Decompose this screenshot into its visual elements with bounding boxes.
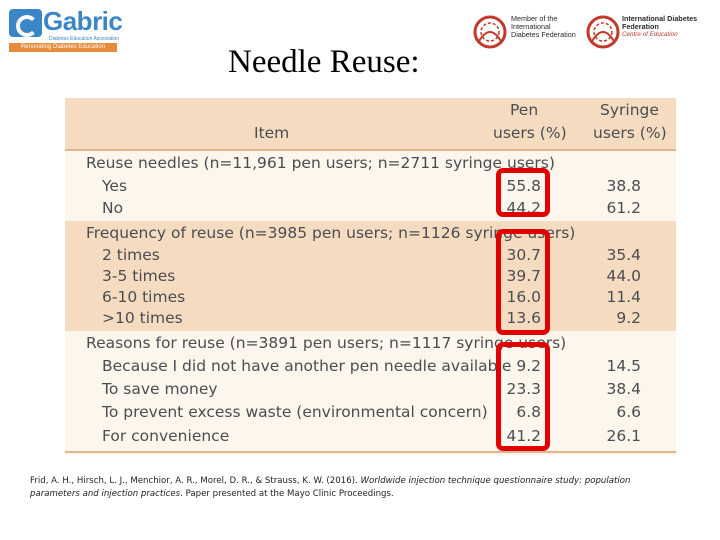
citation (30, 475, 680, 501)
row-label: 3-5 times (102, 267, 176, 285)
header-pen-line1: Pen (510, 101, 539, 119)
syringe-value: 26.1 (606, 427, 641, 445)
header-pen-line2: users (%) (493, 124, 567, 142)
row-label: No (102, 199, 124, 217)
syringe-value: 38.8 (606, 177, 641, 195)
header-syringe-line2: users (%) (593, 124, 667, 142)
section-reasons (65, 331, 676, 451)
row-label: 2 times (102, 246, 160, 264)
row-label: To prevent excess waste (environmental concern) (102, 403, 488, 421)
logo-name: Gabric (43, 6, 123, 36)
syringe-value: 9.2 (616, 309, 641, 327)
highlight-box-reasons (496, 342, 550, 451)
section-reuse (65, 151, 676, 221)
pen-value: 55.8 (506, 177, 541, 195)
citation-title: Worldwide injection technique questionnaire study: population parameters and injection practices (30, 476, 631, 499)
idf-centre-subtitle: Centre of Education (622, 31, 678, 39)
syringe-value: 11.4 (606, 288, 641, 306)
citation-authors: Frid, A. H., Hirsch, L. J., Menchior, A. R., Morel, D. R., & Strauss, K. W. (2016). (30, 476, 358, 486)
idf-emblem-icon (470, 13, 510, 51)
row-label: >10 times (102, 309, 183, 327)
highlight-box-reuse (496, 168, 550, 217)
header-syringe-line1: Syringe (600, 101, 659, 119)
citation-venue: . Paper presented at the Mayo Clinic Proceedings. (180, 489, 394, 499)
idf-centre-logo (584, 13, 714, 51)
pen-value: 23.3 (506, 380, 541, 398)
pen-value: 30.7 (506, 246, 541, 264)
section-title: Reasons for reuse (n=3891 pen users; n=1117 syringe users) (86, 334, 567, 352)
pen-value: 44.2 (506, 199, 541, 217)
syringe-value: 61.2 (606, 199, 641, 217)
table-header (65, 98, 676, 150)
logo-subtitle: Diabetes Education Association (49, 36, 120, 42)
row-label: To save money (102, 380, 218, 398)
idf-member-line-2: International (511, 22, 551, 32)
idf-member-line-3: Diabetes Federation (511, 30, 576, 40)
section-frequency (65, 221, 676, 331)
row-label: Yes (102, 177, 128, 195)
idf-centre-line-1: International Diabetes (622, 14, 698, 23)
pen-value: 41.2 (506, 427, 541, 445)
row-label: For convenience (102, 427, 230, 445)
section-title: Reuse needles (n=11,961 pen users; n=2711 syringe users) (86, 154, 555, 172)
idf-centre-line-2: Federation (622, 22, 659, 32)
gabric-g-icon (9, 9, 42, 37)
slide-title: Needle Reuse: (228, 44, 420, 80)
syringe-value: 14.5 (606, 357, 641, 375)
gabric-logo (9, 6, 123, 50)
idf-emblem-icon (584, 13, 624, 51)
section-title: Frequency of reuse (n=3985 pen users; n=1126 syringe users) (86, 224, 576, 242)
needle-reuse-table (65, 98, 676, 455)
pen-value: 39.7 (506, 267, 541, 285)
pen-value: 6.8 (516, 403, 541, 421)
bottom-rule (65, 451, 676, 453)
idf-member-logo (470, 13, 590, 51)
pen-value: 16.0 (506, 288, 541, 306)
highlight-box-frequency (496, 229, 550, 335)
pen-value: 9.2 (516, 357, 541, 375)
syringe-value: 44.0 (606, 267, 641, 285)
row-label: Because I did not have another pen needle available (102, 357, 512, 375)
header-item: Item (254, 124, 290, 142)
logo-banner: Renovating Diabetes Education (9, 43, 117, 52)
syringe-value: 6.6 (616, 403, 641, 421)
pen-value: 13.6 (506, 309, 541, 327)
syringe-value: 38.4 (606, 380, 641, 398)
idf-member-line-1: Member of the (511, 14, 558, 23)
syringe-value: 35.4 (606, 246, 641, 264)
row-label: 6-10 times (102, 288, 186, 306)
